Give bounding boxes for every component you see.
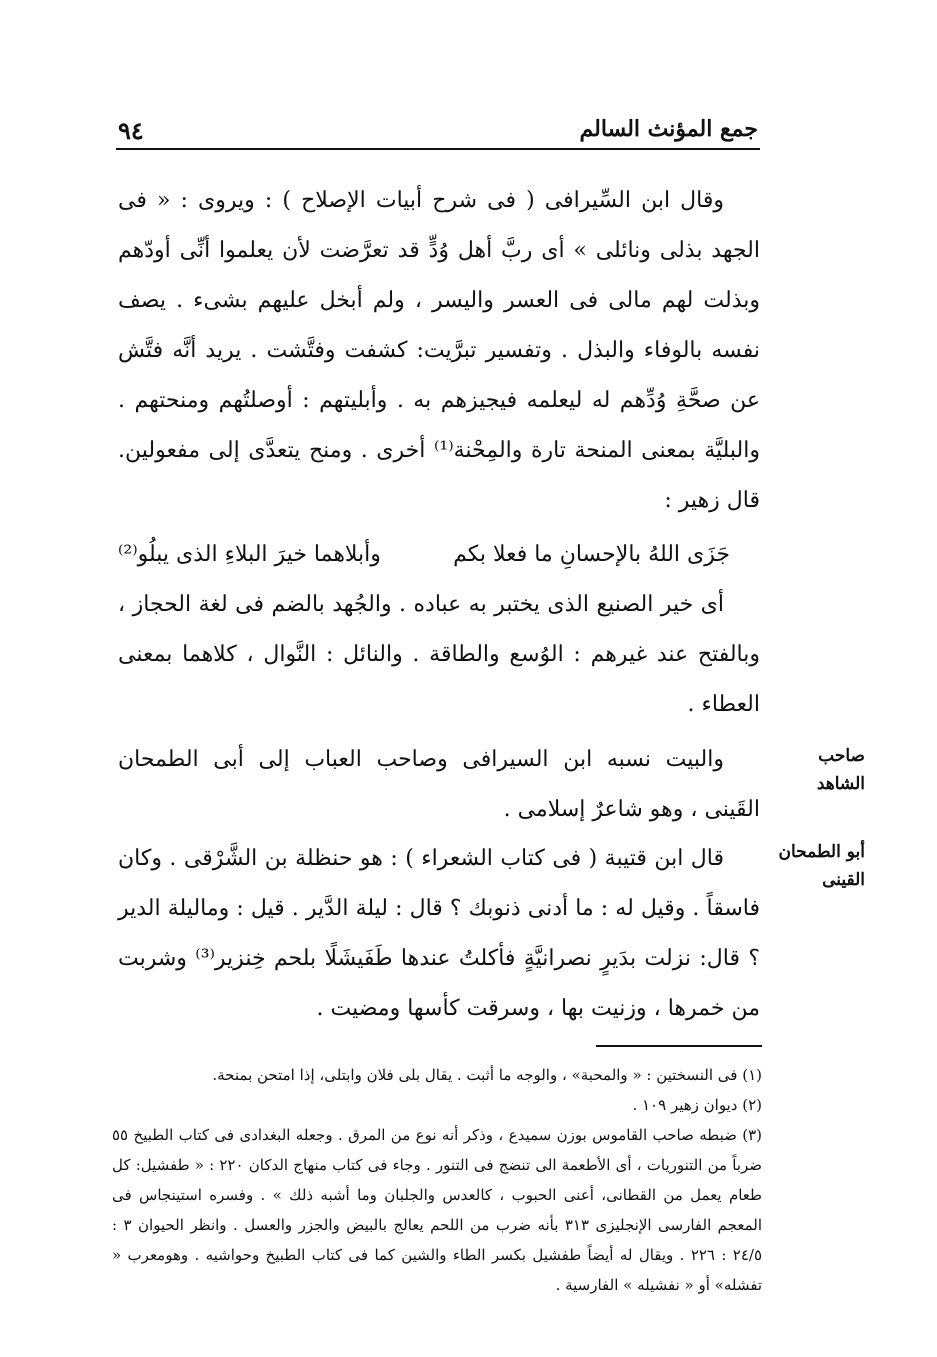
margin-note-line: القينى	[822, 870, 865, 890]
paragraph-sirafi-commentary: وقال ابن السِّيرافى ( فى شرح أبيات الإصلاح ) : ويروى : « فى الجهد بذلى ونائلى » أى ربَّ أهل وُدٍّ قد تعرَّضت لأن يعلموا أنِّى أودّهم وبذلت لهم مالى فى العسر واليسر ، ولم أبخل عليهم بشىء . يصف نفسه بالوفاء والبذل . وتفسير تبرَّيت: كشفت وفتَّشت . يريد أنَّه فتَّش عن صحَّةِ وُدِّهم له ليعلمه فيجيزهم به . وأبليتهم : أوصلتُهم ومنحتهم . والبليَّة بمعنى المنحة تارة والمِحْنة⁽¹⁾ أخرى . ومنح يتعدَّى إلى مفعولين. قال زهير :	[118, 188, 760, 513]
footnote-3: (٣) ضبطه صاحب القاموس بوزن سميدع ، وذكر أنه نوع من المرق . وجعله البغدادى فى كتاب الطبيخ ٥٥ ضرباً من التنوريات ، أى الأطعمة الى تنضج فى التنور . وجاء فى كتاب منهاج الدكان ٢٢٠ : « طفشيل: كل طعام يعمل من القطانى، أعنى الحبوب ، كالعدس والجلبان وما أشبه ذلك » . وفسره استينجاس فى المعجم الفارسى الإنجليزى ٣١٣ بأنه ضرب من اللحم يعالج بالبيض والجزر والعسل . وانظر الحيوان ٣ : ٢٤/٥ : ٢٢٦ . ويقال له أيضاً طفشيل بكسر الطاء والشين كما فى كتاب الطبيخ وحواشيه . وهومعرب « تفشله» أو « نفشيله » الفارسية .	[112, 1126, 763, 1294]
footnotes	[112, 1060, 762, 1300]
margin-note-abu-altamahan	[765, 838, 865, 894]
verse-line	[118, 535, 760, 575]
footnote-rule	[596, 1045, 762, 1047]
footnote-1: (١) فى النسختين : « والمحبة» ، والوجه ما أثبت . يقال بلى فلان وابتلى، إذا امتحن بمنحة.	[212, 1066, 762, 1084]
page-header	[118, 112, 758, 148]
verse-first-hemistich: جَزَى اللهُ بالإحسانِ ما فعلا بكم	[453, 542, 730, 567]
paragraph-ibn-qutayba: قال ابن قتيبة ( فى كتاب الشعراء ) : هو حنظلة بن الشَّرْقى . وكان فاسقاً . وقيل له : ما أدنى ذنوبك ؟ قال : ليلة الدَّير . قيل : وماليلة الدير ؟ قال: نزلت بدَيرٍ نصرانيَّةٍ فأكلتُ عندها طَفَيشَلًا بلحم خِنزير⁽³⁾ وشربت من خمرها ، وزنيت بها ، وسرقت كأسها ومضيت .	[118, 846, 760, 1021]
margin-note-poet-of-verse: صاحب الشاهد	[816, 746, 865, 794]
header-rule	[116, 148, 760, 150]
running-title: جمع المؤنث السالم	[579, 116, 758, 142]
verse-second-hemistich: وأبلاهما خيرَ البلاءِ الذى يبلُو⁽²⁾	[118, 542, 381, 567]
footnote-2: (٢) ديوان زهير ١٠٩ .	[632, 1096, 762, 1114]
paragraph-verse-explanation: أى خير الصنيع الذى يختبر به عباده . والجُهد بالضم فى لغة الحجاز ، وبالفتح عند غيرهم : الوُسع والطاقة . والنائل : النَّوال ، كلاهما بمعنى العطاء .	[118, 592, 760, 717]
paragraph-verse-attribution: والبيت نسبه ابن السيرافى وصاحب العباب إلى أبى الطمحان القَينى ، وهو شاعرٌ إسلامى .	[118, 747, 760, 822]
margin-note-line: أبو الطمحان	[778, 842, 865, 862]
page-number: ٩٤	[118, 116, 144, 145]
